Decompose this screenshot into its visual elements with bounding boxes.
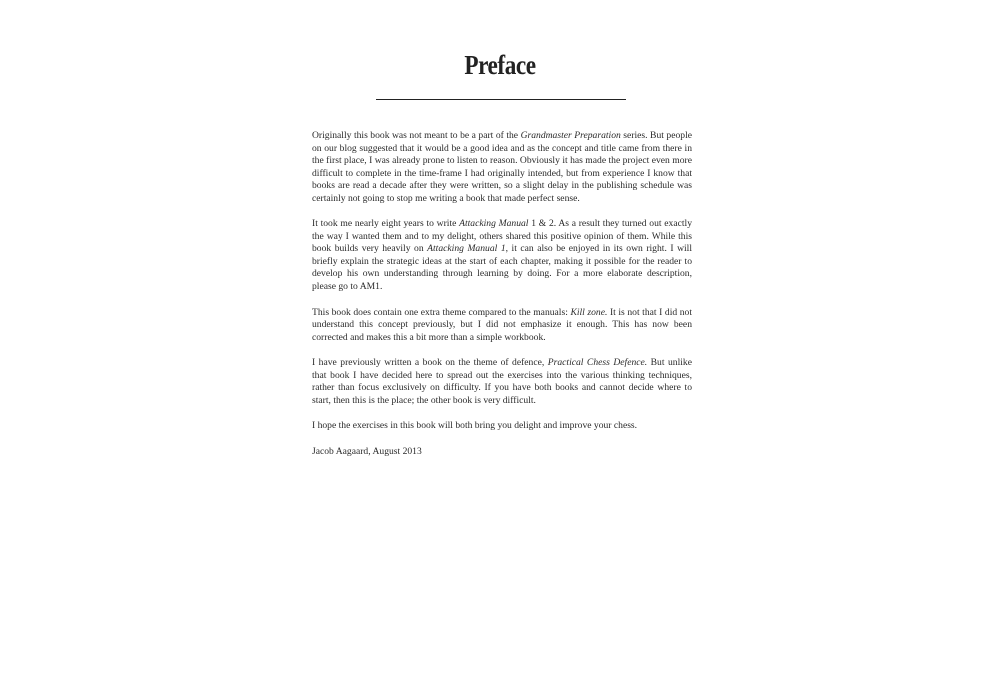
text-run: 1 & 2. As a result they turned out exactly the way I wanted them and to my delight, others shared this positive opinion of them. While this book builds very heavily on xyxy=(312,218,692,255)
paragraph xyxy=(312,357,692,407)
italic-title: Grandmaster Preparation xyxy=(520,130,621,141)
italic-term: Kill zone. xyxy=(570,306,608,318)
italic-title: Attacking Manual 1 xyxy=(427,243,506,255)
page-title: Preface xyxy=(464,50,536,80)
italic-title: Practical Chess Defence. xyxy=(547,357,648,369)
text-run: But unlike that book I have decided here to spread out the exercises into the various thinking techniques, rather than focus exclusively on difficulty. If you have both books and cannot decide where to start, then this is the place; the other book is very difficult. xyxy=(312,357,692,406)
text-run: It took me nearly eight years to write xyxy=(312,218,460,230)
title-divider xyxy=(376,99,626,100)
paragraph xyxy=(312,218,692,293)
text-run: It is not that I did not understand this concept previously, but I did not emphasize it enough. This has now been corrected and makes this a bit more than a simple workbook. xyxy=(312,306,692,343)
text-run: Originally this book was not meant to be a part of the xyxy=(312,130,521,141)
italic-title: Attacking Manual xyxy=(459,218,529,230)
author-date: Jacob Aagaard, August 2013 xyxy=(312,445,422,457)
text-run: I have previously written a book on the theme of defence, xyxy=(312,357,548,369)
paragraph xyxy=(312,420,692,433)
text-run: series. But people on our blog suggested that it would be a good idea and as the concept and title came from there in the first place, I was already prone to listen to reason. Obviously it has made the project even more difficult to complete in the time-frame I had originally intended, but from experience I know that books are read a decade after they were written, so a slight delay in the publishing schedule was certainly not going to stop me writing a book that made perfect sense. xyxy=(312,130,692,204)
paragraph xyxy=(312,307,692,345)
text-run: , it can also be enjoyed in its own right. I will briefly explain the strategic ideas at the start of each chapter, making it possible for the reader to develop his own understanding through learning by doing. For a more elaborate description, please go to AM1. xyxy=(312,243,693,293)
paragraph xyxy=(312,130,692,205)
preface-body xyxy=(312,130,692,458)
signature-line xyxy=(312,446,692,459)
text-run: This book does contain one extra theme compared to the manuals: xyxy=(312,306,571,318)
text-run: I hope the exercises in this book will both bring you delight and improve your chess. xyxy=(312,420,638,432)
